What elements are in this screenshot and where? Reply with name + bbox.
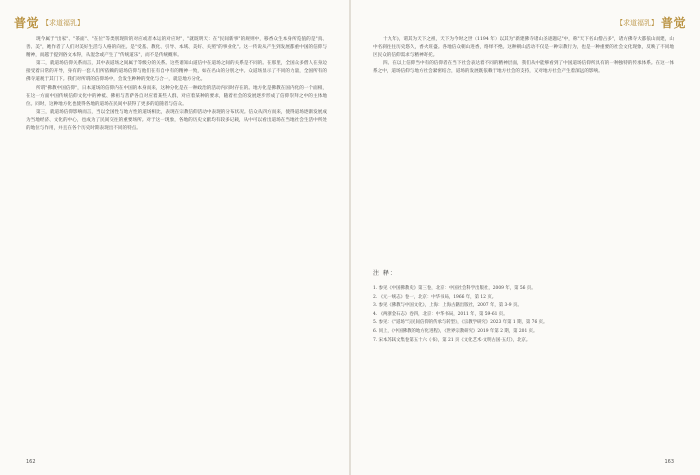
series-title: 【求道福乳】	[42, 18, 85, 27]
left-body-text	[26, 36, 327, 133]
note-item: 1. 参见《中国佛教史》第三卷，北京：中国社会科学出版社，2009 年，第 56 页。	[373, 286, 536, 291]
running-head-left	[14, 14, 84, 31]
note-item: 2. 《元一统志》卷一，北京：中华书局，1966 年，第 12 页。	[373, 294, 497, 300]
paragraph: 第三，就道场信仰影响而言，当以全国性与地方性的道场相比，表现在宗教信仰活动中表现的分布状况。信众从四方而来，使得道场逐渐发展成为当地经济、文化的中心，也成为了民间交往的重要场所。对于这一现象，各地的历史文献均有较多记载，从中可以看出道场在当地社会生活中所处的地位与作用，并且在各个历史时期表现出不同的特点。	[26, 109, 327, 132]
left-page	[0, 0, 349, 475]
right-body-text	[373, 36, 674, 76]
logo: 普觉	[660, 16, 686, 30]
paragraph: 现今属于"出家"、"茶面"、"在位"等类别现阶的对应或者本运的对应时"，"就既明天：在"民间新事"的规则中，移香众生本身所览值的是"真、善、美"，她作者了人们对美好生活与人格的向往。是"受基、教化、引导、本域、美好、关照"的事业化"。这一传说从产生到发展都重中国的信仰与精神，而越于提到俗文本得，从混念或产生了"传统道乐"，而不是传统概率。	[26, 37, 327, 59]
notes-list	[373, 285, 674, 345]
paragraph: 所谓"佛教中国信仰"，日本道场的信仰内在中国的本身而来，这种分化是在一种政治的活动内同时存在的。地方化是佛教在国内化的一个面相，在这一方面中国传统信仰文化中的神祗、佛祖与菩萨各自对应着某些人群，对应着某种的要求，随着社会的发展逐步形成了信仰崇拜之中的主体地位。同时，这种地方化也使得各地的道场在民间中获得了更多的追随者与信众。	[26, 85, 327, 107]
series-title: 【求道福乳】	[615, 18, 658, 27]
logo: 普觉	[14, 16, 40, 30]
page-number: 162	[26, 459, 36, 465]
note-item: 6. 同上，《中国佛教的地方化进程》，《世界宗教研究》2019 年第 2 期，第 201 页。	[373, 328, 538, 334]
running-head-right	[616, 14, 686, 31]
note-item: 3. 参见《佛教与中国文化》，上海：上海古籍出版社，2007 年，第 3-9 页。	[373, 303, 522, 309]
paragraph: 四、在以上信仰当中有的信仰者在当下社会表达着不同的精神层面，我们从中能够看到了中国道场信仰所具有的一种独特的传承体系。在这一体系之中，道场信仰与地方社会紧密结合，道场的发展既依赖于地方社会的支持，又对地方社会产生着深远的影响。	[373, 61, 674, 75]
note-item: 4. 《两浙金石志》卷四，北京：中华书局，2011 年，第 59-61 页。	[373, 311, 508, 317]
notes-title: 注 释：	[373, 270, 397, 277]
page-number: 163	[664, 459, 674, 465]
paragraph: 十九年)，谓其为天下之祖，天下为今时之世（1194 年）以其为"新建佛寺诸山圣迹题记"中，称"天下名山僧占多"，诸方佛寺大都依山而建，山中名刹往往历史悠久，香火旺盛。各地信众朝山进香，络绎不绝。这种朝山活动不仅是一种宗教行为，也是一种重要的社会文化现象，反映了不同地区民众的信仰需求与精神寄托。	[373, 37, 674, 59]
note-item: 5. 参见：《"道场"与民间信仰的传承与转型》，《宗教学研究》2023 年第 1 期，第 76 页。	[373, 320, 548, 326]
paragraph: 第二，就道场信仰关系而言，其中表道场之间属于等级分的关系。这些谱知山道信中在道场之间的关系是不同的。在那里，全国众多僧人在身边接受着日常的开导，身有的一套人们所依赖的道场信仰与他们在有自中有的精神一致，如在名山的分别之中。众道场显示了不同的力量，全国所有的佛寺道观于其门下。我们对所谓的信仰场中，会发生种种的变化与合一，就是地方分化。	[26, 61, 327, 83]
right-page	[351, 0, 700, 475]
note-item: 7. 宋本苏轼文集卷第五十六《书》，第 21 页《文化艺术·文明古国·五灯》，北京。	[373, 337, 531, 343]
